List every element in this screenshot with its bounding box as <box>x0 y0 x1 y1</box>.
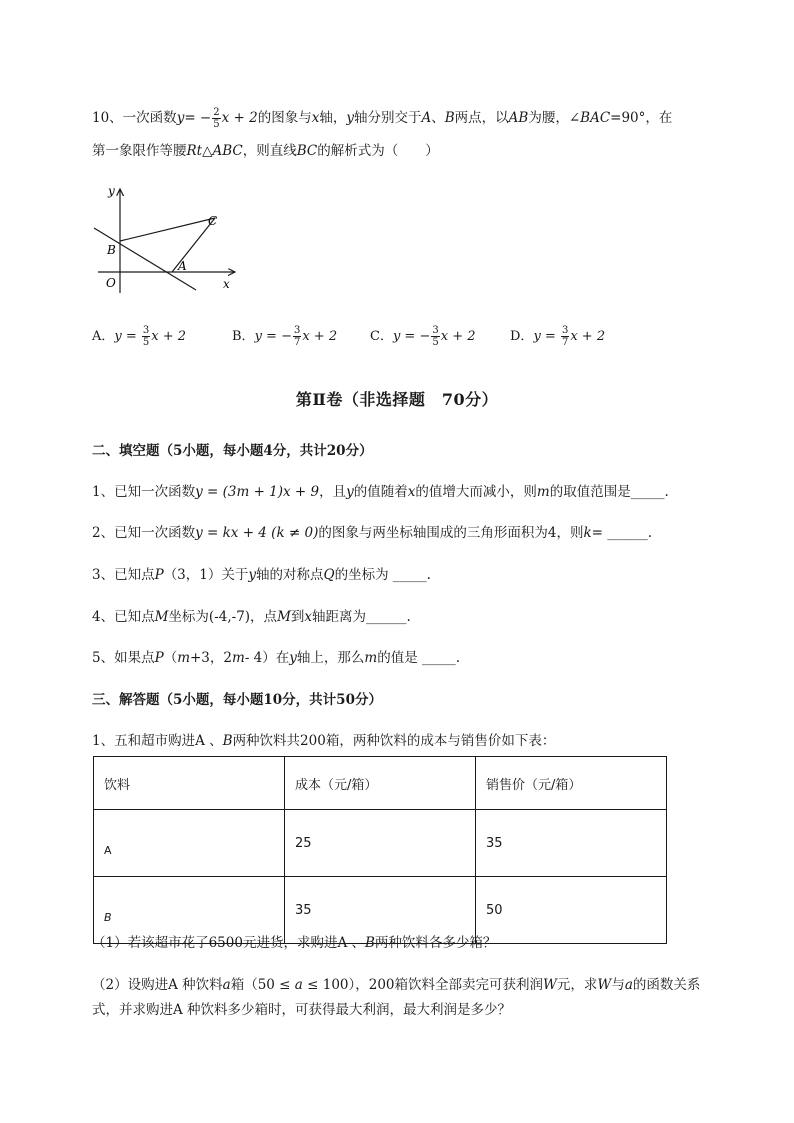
q10-text: 第一象限作等腰 <box>92 143 187 159</box>
var-m: m <box>232 650 245 666</box>
q-text: 箱（50 ≤ <box>230 977 295 993</box>
table-header-cell: 饮料 <box>94 757 285 810</box>
fill-q3 <box>92 565 431 585</box>
fill-q1 <box>92 482 669 502</box>
point-p: P <box>154 650 164 666</box>
q-text: 1、已知一次函数 <box>92 484 196 500</box>
table-cell: A <box>94 810 285 877</box>
price-table <box>93 756 667 944</box>
var-w: W <box>543 977 557 993</box>
option-letter: C． <box>370 329 393 344</box>
q-text: = ______. <box>591 525 653 541</box>
section3-heading: 三、解答题（5小题，每小题10分，共计50分） <box>92 692 382 708</box>
table-cell: 50 <box>476 877 667 944</box>
q-text: 5、如果点 <box>92 650 155 666</box>
var-k: k <box>583 525 592 541</box>
q10-text: 轴分别交于 <box>354 110 422 126</box>
q-text: 的取值范围是_____. <box>549 484 669 500</box>
q-text: 的值随着 <box>353 484 408 500</box>
point-q: Q <box>323 567 335 583</box>
option-rhs: x + 2 <box>302 329 338 344</box>
var-y: y <box>248 567 257 583</box>
q-text: - 4）在 <box>244 650 290 666</box>
var-y: y <box>176 110 185 126</box>
table-header-cell: 销售价（元/箱） <box>476 757 667 810</box>
option-lhs: y = <box>533 329 560 344</box>
q10-text: 的解析式为（ ） <box>317 143 439 159</box>
fill-q2 <box>92 523 652 543</box>
table-cell: 35 <box>476 810 667 877</box>
q-text: 1、五和超市购进A 、 <box>92 733 223 749</box>
option-d[interactable] <box>510 325 605 348</box>
solve-q1-sub1 <box>92 933 496 953</box>
label-y: y <box>108 184 115 198</box>
table-header-cell: 成本（元/箱） <box>285 757 476 810</box>
label-x: x <box>223 277 230 291</box>
point-m: M <box>277 609 291 625</box>
q-text: 3、已知点 <box>92 567 155 583</box>
q-text: 元，求 <box>556 977 598 993</box>
part2-title: 第Ⅱ卷（非选择题 70分） <box>295 390 499 409</box>
point-a: A <box>421 110 432 126</box>
q-text: 与 <box>611 977 625 993</box>
var-y: y <box>346 110 354 126</box>
q10-line-2 <box>92 141 439 161</box>
table-cell: 35 <box>285 877 476 944</box>
table-cell: B <box>94 877 285 944</box>
q-text: 两种饮料各多少箱？ <box>374 935 497 951</box>
label-a: A <box>178 259 187 273</box>
frac-numerator: 3 <box>293 325 301 336</box>
var-y: y <box>346 484 354 500</box>
q10-text: 的图象与 <box>257 110 312 126</box>
label-b: B <box>107 243 116 257</box>
option-lhs: y = <box>114 329 141 344</box>
frac-denominator: 5 <box>142 337 150 348</box>
equation: y = (3m + 1)x + 9 <box>195 484 320 500</box>
q-text: （1）若该超市花了6500元进货，求购进A 、 <box>92 935 365 951</box>
fill-q4 <box>92 607 411 627</box>
var-x: x <box>311 110 320 126</box>
q10-text: 为腰，∠ <box>528 110 581 126</box>
option-lhs: y = − <box>254 329 292 344</box>
fraction <box>212 107 220 130</box>
q-text: 轴上，那么 <box>296 650 365 666</box>
var-w: W <box>597 977 612 993</box>
option-letter: A． <box>92 329 115 344</box>
q10-text: 轴， <box>319 110 347 126</box>
var-x: x <box>304 609 313 625</box>
segment-ab: AB <box>508 110 529 126</box>
eq-part: x + 2 <box>221 110 258 126</box>
option-lhs: y = − <box>392 329 431 344</box>
q10-text: 10、一次函数 <box>92 110 177 126</box>
frac-numerator: 3 <box>432 325 439 336</box>
q-text: （2）设购进A 种饮料 <box>92 977 223 993</box>
fraction <box>431 325 439 348</box>
label-c: C <box>208 214 218 228</box>
q-text: （ <box>163 650 178 666</box>
var-a: a <box>624 977 633 993</box>
q10-text: ，则直线 <box>242 143 297 159</box>
q-text: 的图象与两坐标轴围成的三角形面积为4，则 <box>318 525 584 541</box>
q10-text: =90°，在 <box>610 110 673 126</box>
frac-denominator: 5 <box>432 337 439 348</box>
frac-numerator: 3 <box>561 325 569 336</box>
frac-denominator: 7 <box>561 337 569 348</box>
option-c[interactable] <box>370 325 476 348</box>
frac-numerator: 3 <box>142 325 150 336</box>
q-text: ，且 <box>319 484 347 500</box>
option-rhs: x + 2 <box>151 329 187 344</box>
triangle-abc: ABC <box>212 143 243 159</box>
q-text: 轴距离为______. <box>312 609 411 625</box>
coordinate-figure <box>90 183 250 298</box>
q-text: （3，1）关于 <box>163 567 249 583</box>
q-text: 轴的对称点 <box>256 567 324 583</box>
q-text: 2、已知一次函数 <box>92 525 196 541</box>
option-b[interactable] <box>232 325 337 348</box>
q10-text: 、 <box>431 110 445 126</box>
q-text: 的函数关系 <box>632 977 701 993</box>
frac-numerator: 2 <box>213 107 220 118</box>
drink-b: B <box>365 935 375 951</box>
q10-text: 两点，以 <box>454 110 509 126</box>
q-text: 的坐标为 _____. <box>334 567 431 583</box>
point-p: P <box>154 567 164 583</box>
label-o: O <box>106 276 116 290</box>
fraction <box>293 325 301 348</box>
point-b: B <box>444 110 455 126</box>
rt-label: Rt <box>186 143 203 159</box>
q-text: 坐标为(-4,-7)，点 <box>168 609 278 625</box>
q-text: 的值增大而减小，则 <box>415 484 537 500</box>
table-row <box>94 810 667 877</box>
fraction <box>561 325 569 348</box>
var-m: m <box>536 484 550 500</box>
q-text: 两种饮料共200箱，两种饮料的成本与销售价如下表： <box>232 733 556 749</box>
var-y: y <box>289 650 297 666</box>
angle-bac: BAC <box>580 110 611 126</box>
triangle-symbol: △ <box>202 143 213 159</box>
table-header-row <box>94 757 667 810</box>
table-cell: 25 <box>285 810 476 877</box>
option-rhs: x + 2 <box>570 329 606 344</box>
option-rhs: x + 2 <box>440 329 476 344</box>
option-letter: D． <box>510 329 534 344</box>
frac-denominator: 7 <box>293 337 301 348</box>
var-m: m <box>364 650 378 666</box>
var-x: x <box>407 484 416 500</box>
q-text: +3，2 <box>190 650 232 666</box>
q-text: 4、已知点 <box>92 609 155 625</box>
option-a[interactable] <box>92 325 186 348</box>
option-letter: B． <box>232 329 255 344</box>
q-text: 的值是 _____. <box>377 650 461 666</box>
frac-denominator: 5 <box>213 119 220 130</box>
solve-q1 <box>92 731 555 751</box>
var-a: a <box>222 977 231 993</box>
segment-bc <box>120 218 215 241</box>
q-text: ≤ 100），200箱饮料全部卖完可获利润 <box>302 977 544 993</box>
point-m: M <box>154 609 169 625</box>
eq-part: = − <box>184 110 212 126</box>
fraction <box>142 325 150 348</box>
drink-b: B <box>222 733 233 749</box>
section2-heading: 二、填空题（5小题，每小题4分，共计20分） <box>92 443 373 459</box>
equation: y = kx + 4 (k ≠ 0) <box>195 525 319 541</box>
solve-q1-sub2 <box>92 975 700 995</box>
var-m: m <box>177 650 190 666</box>
q10-line-1 <box>92 107 672 130</box>
solve-q1-sub2-line2: 式，并求购进A 种饮料多少箱时，可获得最大利润，最大利润是多少？ <box>92 1002 512 1018</box>
var-a: a <box>294 977 303 993</box>
line-bc: BC <box>296 143 318 159</box>
fill-q5 <box>92 648 460 668</box>
q-text: 到 <box>290 609 305 625</box>
